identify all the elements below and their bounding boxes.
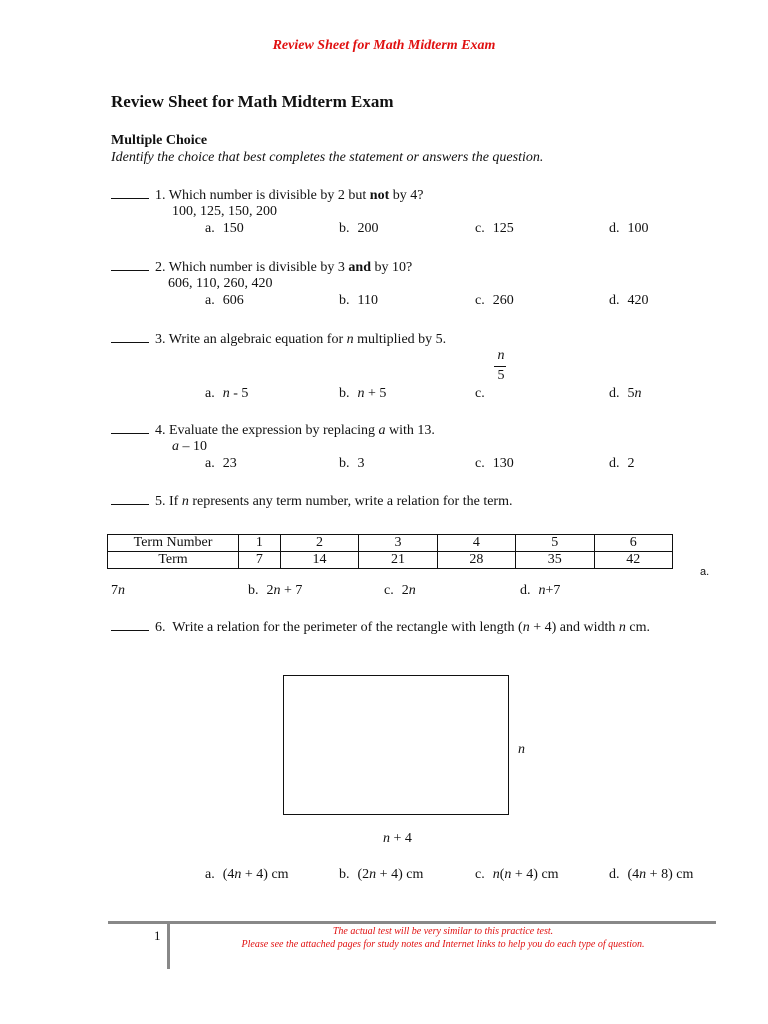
rectangle-width-label: n [518,742,525,757]
question-2-numbers: 606, 110, 260, 420 [168,276,273,291]
table-cell: 4 [437,535,515,552]
q5-option-b[interactable]: b. 2n + 7 [248,583,303,598]
answer-blank-6[interactable] [111,618,149,631]
q1-option-d[interactable]: d. 100 [609,221,649,236]
q6-option-d[interactable]: d. (4n + 8) cm [609,867,694,882]
term-table [107,534,673,569]
section-heading: Multiple Choice [111,133,208,148]
q5-option-a[interactable]: 7n [111,583,125,598]
q3-option-b[interactable]: b. n + 5 [339,386,387,401]
fraction-denominator: 5 [497,368,505,383]
table-cell: Term [108,552,239,569]
q5-option-c[interactable]: c. 2n [384,583,416,598]
q6-option-b[interactable]: b. (2n + 4) cm [339,867,424,882]
fraction-bar [494,366,506,367]
q4-option-d[interactable]: d. 2 [609,456,635,471]
answer-blank-3[interactable] [111,330,149,343]
rectangle-diagram [283,675,509,815]
answer-blank-1[interactable] [111,186,149,199]
q4-option-a[interactable]: a. 23 [205,456,237,471]
table-cell: 3 [359,535,437,552]
q4-option-b[interactable]: b. 3 [339,456,365,471]
q3-option-a[interactable]: a. n - 5 [205,386,249,401]
instructions: Identify the choice that best completes the statement or answers the question. [111,150,544,165]
q2-option-b[interactable]: b. 110 [339,293,378,308]
running-header: Review Sheet for Math Midterm Exam [272,38,496,53]
question-3: 3. Write an algebraic equation for n multiplied by 5. [111,330,446,348]
table-cell: Term Number [108,535,239,552]
q5-option-a-label[interactable]: a. [700,566,710,578]
table-cell: 35 [516,552,594,569]
q3-option-d[interactable]: d. 5n [609,386,642,401]
q2-option-c[interactable]: c. 260 [475,293,514,308]
page-number: 1 [154,928,161,943]
q6-option-a[interactable]: a. (4n + 4) cm [205,867,289,882]
question-1-numbers: 100, 125, 150, 200 [172,204,277,219]
question-6: 6. Write a relation for the perimeter of the rectangle with length (n + 4) and width n cm. [111,618,650,636]
q5-option-d[interactable]: d. n+7 [520,583,561,598]
footer-note-1: The actual test will be very similar to this practice test. [332,926,554,937]
question-4: 4. Evaluate the expression by replacing a with 13. [111,421,435,439]
table-cell: 28 [437,552,515,569]
q2-option-d[interactable]: d. 420 [609,293,649,308]
table-cell: 42 [594,552,672,569]
table-cell: 6 [594,535,672,552]
q2-option-a[interactable]: a. 606 [205,293,244,308]
table-cell: 2 [280,535,358,552]
table-cell: 1 [239,535,281,552]
q6-option-c[interactable]: c. n(n + 4) cm [475,867,559,882]
table-row [108,552,673,569]
table-cell: 7 [239,552,281,569]
question-5: 5. If n represents any term number, write a relation for the term. [111,492,512,510]
table-cell: 5 [516,535,594,552]
footer-rule [108,921,716,924]
rectangle-length-label: n + 4 [383,831,412,846]
answer-blank-2[interactable] [111,258,149,271]
question-4-expression: a – 10 [172,439,207,454]
question-2: 2. Which number is divisible by 3 and by 10? [111,258,412,276]
table-cell: 21 [359,552,437,569]
table-cell: 14 [280,552,358,569]
q1-option-b[interactable]: b. 200 [339,221,379,236]
answer-blank-5[interactable] [111,492,149,505]
q3-option-c[interactable]: c. [475,386,485,401]
footer-note-2: Please see the attached pages for study notes and Internet links to help you do each type of question. [241,939,645,950]
page-title: Review Sheet for Math Midterm Exam [111,92,394,111]
q1-option-a[interactable]: a. 150 [205,221,244,236]
q1-option-c[interactable]: c. 125 [475,221,514,236]
fraction-numerator: n [497,348,505,363]
answer-blank-4[interactable] [111,421,149,434]
question-1: 1. Which number is divisible by 2 but not by 4? [111,186,423,204]
q4-option-c[interactable]: c. 130 [475,456,514,471]
table-row [108,535,673,552]
